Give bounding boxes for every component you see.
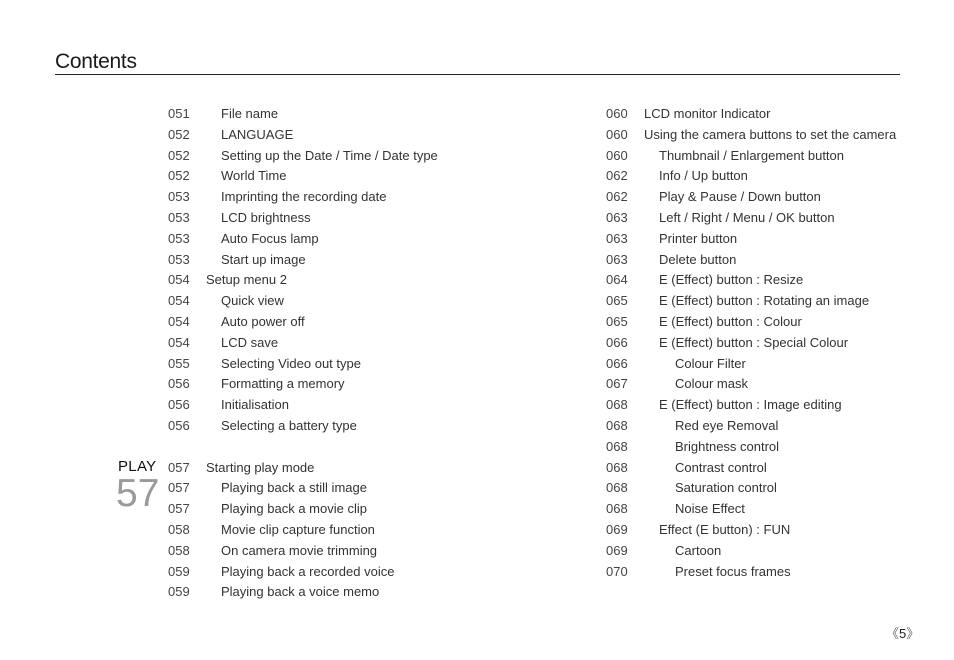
toc-entry[interactable] [606,250,906,271]
toc-entry-page: 053 [168,189,190,205]
toc-entry[interactable] [168,125,568,146]
toc-entry[interactable] [606,520,906,541]
toc-entry-page: 053 [168,251,190,267]
toc-entry-page: 054 [168,334,190,350]
toc-entry-title: Red eye Removal [675,417,779,433]
toc-entry-title: LCD brightness [221,209,311,225]
toc-entry-page: 066 [606,355,628,371]
toc-entry-page: 051 [168,106,190,121]
toc-entry-page: 066 [606,334,628,350]
toc-entry-page: 059 [168,584,190,600]
toc-entry[interactable] [606,270,906,291]
toc-entry-page: 056 [168,417,190,433]
toc-entry-title: Playing back a voice memo [221,584,380,600]
toc-entry-page: 054 [168,272,190,288]
toc-entry-title: Setting up the Date / Time / Date type [221,147,438,163]
toc-entry[interactable] [168,374,568,395]
toc-entry[interactable] [168,395,568,416]
page-number: 《5》 [886,626,920,641]
toc-entry[interactable] [606,333,906,354]
toc-entry-title: Playing back a recorded voice [221,563,395,579]
toc-entry-page: 063 [606,230,628,246]
toc-entry-page: 065 [606,293,628,309]
toc-entry-title: Cartoon [675,542,722,558]
toc-entry-title: Play & Pause / Down button [659,189,821,205]
toc-entry[interactable] [168,520,568,541]
toc-entry-title: E (Effect) button : Colour [659,313,802,329]
title-rule [55,74,900,75]
section-page-number: 57 [116,472,160,515]
toc-entry-title: Effect (E button) : FUN [659,521,791,537]
toc-entry-title: Selecting Video out type [221,355,361,371]
toc-entry-title: LANGUAGE [221,126,294,142]
toc-entry-page: 068 [606,417,628,433]
toc-entry[interactable] [606,104,906,125]
toc-entry[interactable] [168,478,568,499]
toc-entry[interactable] [606,395,906,416]
toc-entry[interactable] [168,354,568,375]
toc-entry-page: 063 [606,251,628,267]
toc-entry-page: 062 [606,168,628,184]
toc-entry-title: Start up image [221,251,306,267]
toc-entry-title: Imprinting the recording date [221,189,387,205]
toc-entry-title: Brightness control [675,438,780,454]
toc-entry[interactable] [168,562,568,583]
toc-entry-title: Colour mask [675,376,748,392]
toc-entry-title: File name [221,106,279,121]
toc-entry-title: Movie clip capture function [221,521,375,537]
toc-entry-title: LCD monitor Indicator [644,106,771,121]
toc-entry-page: 067 [606,376,628,392]
toc-entry[interactable] [606,208,906,229]
toc-entry-title: Quick view [221,293,284,309]
toc-entry-page: 068 [606,438,628,454]
toc-entry-title: Starting play mode [206,459,315,475]
toc-entry[interactable] [168,104,568,125]
toc-entry-page: 058 [168,542,190,558]
toc-entry-title: E (Effect) button : Resize [659,272,804,288]
toc-entry[interactable] [168,229,568,250]
page-title: Contents [55,50,137,73]
toc-entry-title: Info / Up button [659,168,748,184]
toc-entry-page: 063 [606,209,628,225]
toc-entry-title: Using the camera buttons to set the camera [644,126,897,142]
toc-entry[interactable] [606,229,906,250]
toc-entry[interactable] [606,562,906,583]
toc-right-column [606,104,906,582]
toc-entry-page: 054 [168,313,190,329]
toc-entry-page: 052 [168,147,190,163]
toc-entry[interactable] [168,458,568,479]
toc-spacer [168,437,568,458]
toc-entry[interactable] [606,499,906,520]
toc-entry-page: 057 [168,501,190,517]
toc-entry-title: Left / Right / Menu / OK button [659,209,835,225]
toc-entry-page: 053 [168,209,190,225]
toc-entry[interactable] [168,582,568,603]
toc-entry-page: 069 [606,521,628,537]
toc-entry-page: 069 [606,542,628,558]
toc-entry-title: Auto power off [221,313,305,329]
toc-entry-title: Preset focus frames [675,563,791,579]
toc-entry-title: World Time [221,168,287,184]
toc-entry[interactable] [606,416,906,437]
toc-entry-title: Initialisation [221,397,289,413]
toc-left-column [168,104,568,603]
toc-entry-title: Contrast control [675,459,767,475]
toc-entry[interactable] [606,125,906,146]
toc-entry[interactable] [606,478,906,499]
toc-entry[interactable] [168,270,568,291]
toc-entry-page: 068 [606,501,628,517]
toc-entry-page: 053 [168,230,190,246]
toc-entry-page: 062 [606,189,628,205]
toc-entry[interactable] [168,541,568,562]
toc-entry[interactable] [168,416,568,437]
toc-entry-page: 060 [606,106,628,121]
toc-entry-page: 068 [606,480,628,496]
toc-entry-page: 055 [168,355,190,371]
toc-entry-title: Formatting a memory [221,376,345,392]
toc-entry-page: 058 [168,521,190,537]
toc-entry-page: 052 [168,168,190,184]
toc-entry[interactable] [168,146,568,167]
toc-entry-title: Setup menu 2 [206,272,287,288]
toc-entry-page: 060 [606,126,628,142]
toc-entry[interactable] [168,250,568,271]
toc-entry[interactable] [168,312,568,333]
toc-entry[interactable] [606,541,906,562]
toc-entry[interactable] [606,187,906,208]
toc-entry-title: E (Effect) button : Rotating an image [659,293,870,309]
toc-entry[interactable] [606,374,906,395]
toc-entry-page: 056 [168,376,190,392]
toc-entry-page: 068 [606,459,628,475]
toc-entry[interactable] [606,166,906,187]
toc-entry-title: Thumbnail / Enlargement button [659,147,844,163]
toc-entry-title: Noise Effect [675,501,745,517]
toc-entry-page: 059 [168,563,190,579]
toc-entry[interactable] [168,187,568,208]
toc-entry-title: On camera movie trimming [221,542,378,558]
toc-entry-title: LCD save [221,334,279,350]
toc-entry[interactable] [606,312,906,333]
toc-entry-title: Printer button [659,230,738,246]
toc-entry-page: 060 [606,147,628,163]
toc-entry[interactable] [168,499,568,520]
section-label: PLAY [118,458,157,475]
toc-entry-title: Delete button [659,251,737,267]
toc-entry[interactable] [606,354,906,375]
toc-entry-page: 052 [168,126,190,142]
toc-entry-page: 054 [168,293,190,309]
toc-entry-title: E (Effect) button : Special Colour [659,334,849,350]
toc-entry-title: Selecting a battery type [221,417,357,433]
toc-entry[interactable] [606,146,906,167]
toc-entry-page: 068 [606,397,628,413]
toc-entry[interactable] [168,333,568,354]
toc-entry-title: Auto Focus lamp [221,230,319,246]
toc-entry-title: Saturation control [675,480,777,496]
toc-entry[interactable] [606,458,906,479]
toc-entry-page: 057 [168,480,190,496]
toc-entry-page: 065 [606,313,628,329]
toc-entry-page: 056 [168,397,190,413]
toc-entry-title: Playing back a still image [221,480,367,496]
toc-entry-page: 057 [168,459,190,475]
toc-entry[interactable] [168,291,568,312]
toc-entry[interactable] [606,291,906,312]
toc-entry-title: E (Effect) button : Image editing [659,397,842,413]
toc-entry-page: 064 [606,272,628,288]
toc-entry[interactable] [168,166,568,187]
toc-entry[interactable] [168,208,568,229]
toc-entry-page: 070 [606,563,628,579]
toc-entry-title: Playing back a movie clip [221,501,367,517]
toc-entry-title: Colour Filter [675,355,746,371]
toc-entry[interactable] [606,437,906,458]
